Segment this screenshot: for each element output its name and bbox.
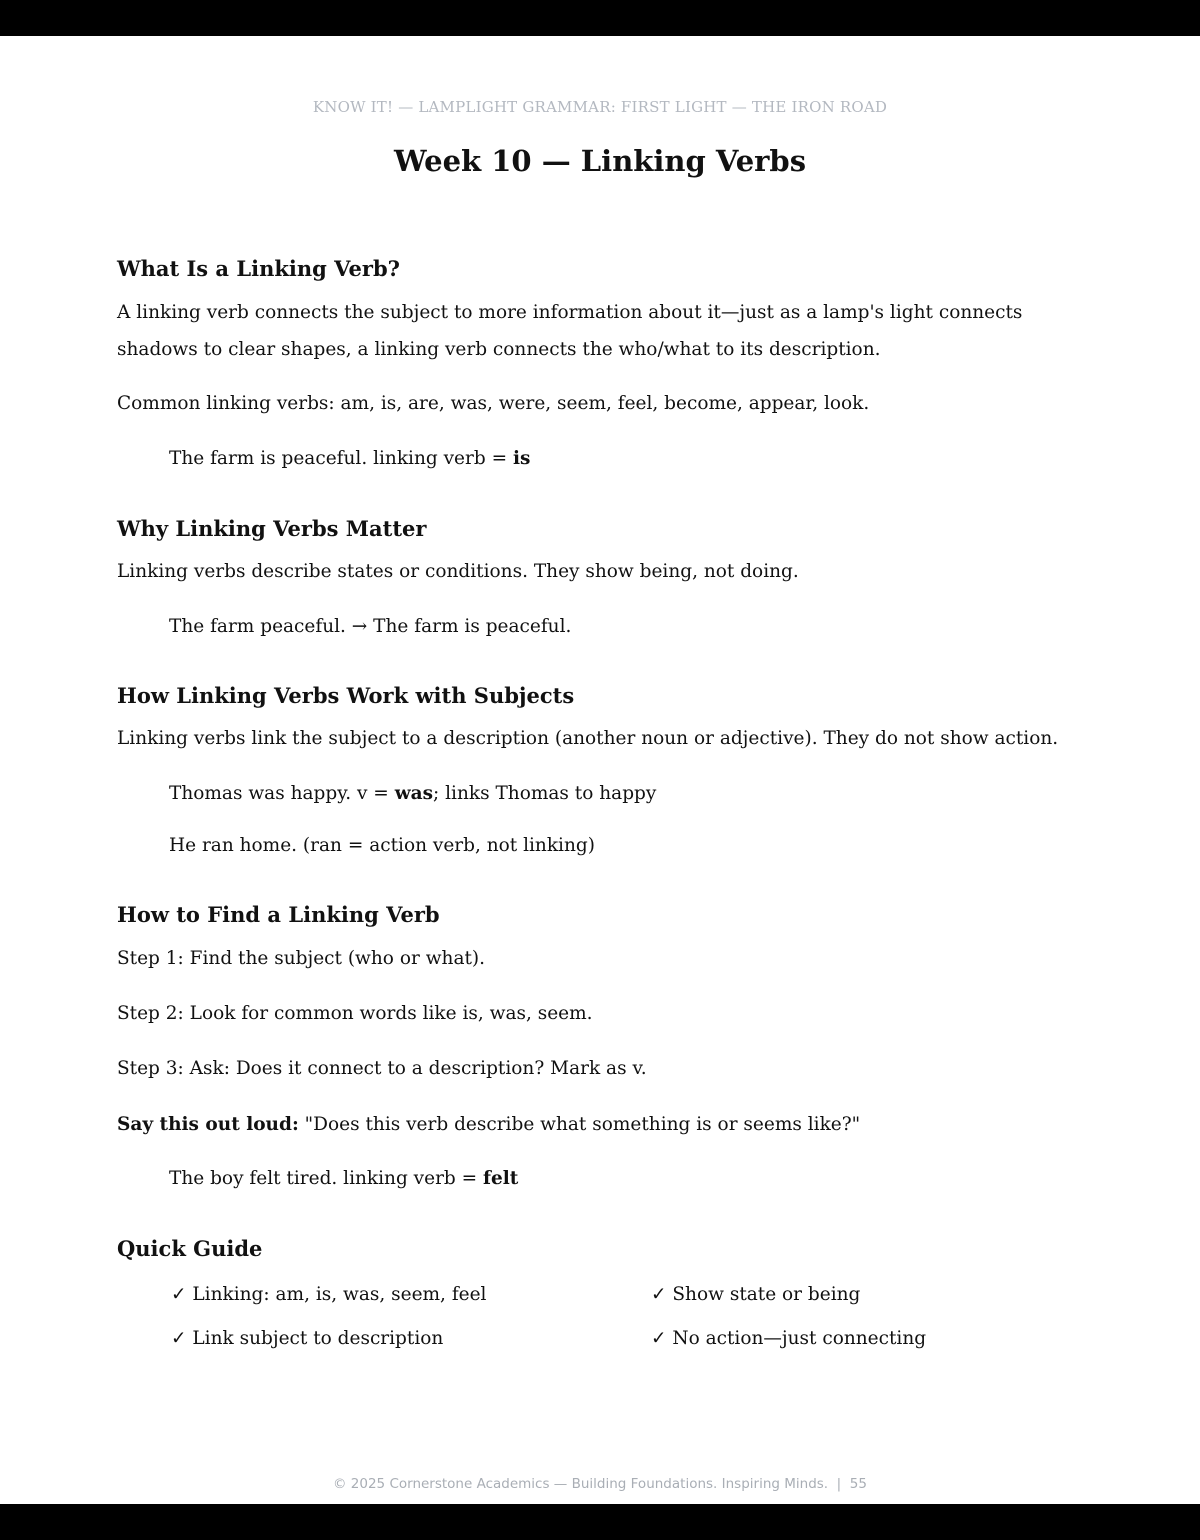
running-head: KNOW IT! — LAMPLIGHT GRAMMAR: FIRST LIGHT — THE IRON ROAD bbox=[312, 98, 888, 116]
example-farm-is-peaceful bbox=[169, 446, 530, 472]
example-boy-felt-tired bbox=[169, 1166, 518, 1192]
document-page bbox=[0, 36, 1200, 1504]
page-footer: © 2025 Cornerstone Academics — Building Foundations. Inspiring Minds. | 55 bbox=[333, 1476, 867, 1492]
section-heading-how-find: How to Find a Linking Verb bbox=[117, 902, 440, 927]
say-this-out-loud bbox=[117, 1106, 1077, 1143]
quick-guide-item-linking: ✓ Linking: am, is, was, seem, feel bbox=[171, 1284, 487, 1305]
bottom-black-bar bbox=[0, 1504, 1200, 1540]
quick-guide-item-state: ✓ Show state or being bbox=[651, 1284, 861, 1305]
step-1: Step 1: Find the subject (who or what). bbox=[117, 948, 486, 969]
section-heading-how-work: How Linking Verbs Work with Subjects bbox=[117, 683, 575, 708]
example-text-after: ; links Thomas to happy bbox=[433, 783, 657, 804]
section-heading-why-matter: Why Linking Verbs Matter bbox=[117, 516, 427, 541]
section-what-is-paragraph: A linking verb connects the subject to more information about it—just as a lamp's light connects shadows to clear shapes, a linking verb connects the who/what to its description. bbox=[117, 302, 1023, 360]
example-answer: is bbox=[512, 448, 531, 469]
top-black-bar bbox=[0, 0, 1200, 36]
step-2: Step 2: Look for common words like is, was, seem. bbox=[117, 1003, 593, 1024]
section-heading-quick-guide: Quick Guide bbox=[117, 1236, 263, 1261]
section-how-work-paragraph: Linking verbs link the subject to a description (another noun or adjective). They do not show action. bbox=[117, 728, 1059, 749]
example-text: Thomas was happy. v = bbox=[169, 783, 395, 804]
example-farm-peaceful-correction: The farm peaceful. → The farm is peaceful. bbox=[169, 616, 572, 637]
quick-guide-item-no-action: ✓ No action—just connecting bbox=[651, 1328, 927, 1349]
example-thomas-was-happy bbox=[169, 781, 656, 807]
example-text: The boy felt tired. linking verb = bbox=[169, 1168, 484, 1189]
example-text: The farm is peaceful. linking verb = bbox=[169, 448, 513, 469]
section-why-matter-paragraph: Linking verbs describe states or conditions. They show being, not doing. bbox=[117, 561, 799, 582]
section-heading-what-is: What Is a Linking Verb? bbox=[117, 256, 400, 281]
example-he-ran-home: He ran home. (ran = action verb, not linking) bbox=[169, 835, 595, 856]
example-answer: felt bbox=[483, 1168, 519, 1189]
say-text: "Does this verb describe what something is or seems like?" bbox=[298, 1114, 861, 1135]
step-3: Step 3: Ask: Does it connect to a description? Mark as v. bbox=[117, 1058, 647, 1079]
example-answer: was bbox=[394, 783, 434, 804]
common-linking-verbs-paragraph: Common linking verbs: am, is, are, was, were, seem, feel, become, appear, look. bbox=[117, 393, 870, 414]
say-label: Say this out loud: bbox=[117, 1114, 299, 1135]
page-title: Week 10 — Linking Verbs bbox=[393, 144, 807, 178]
quick-guide-item-link-subject: ✓ Link subject to description bbox=[171, 1328, 444, 1349]
